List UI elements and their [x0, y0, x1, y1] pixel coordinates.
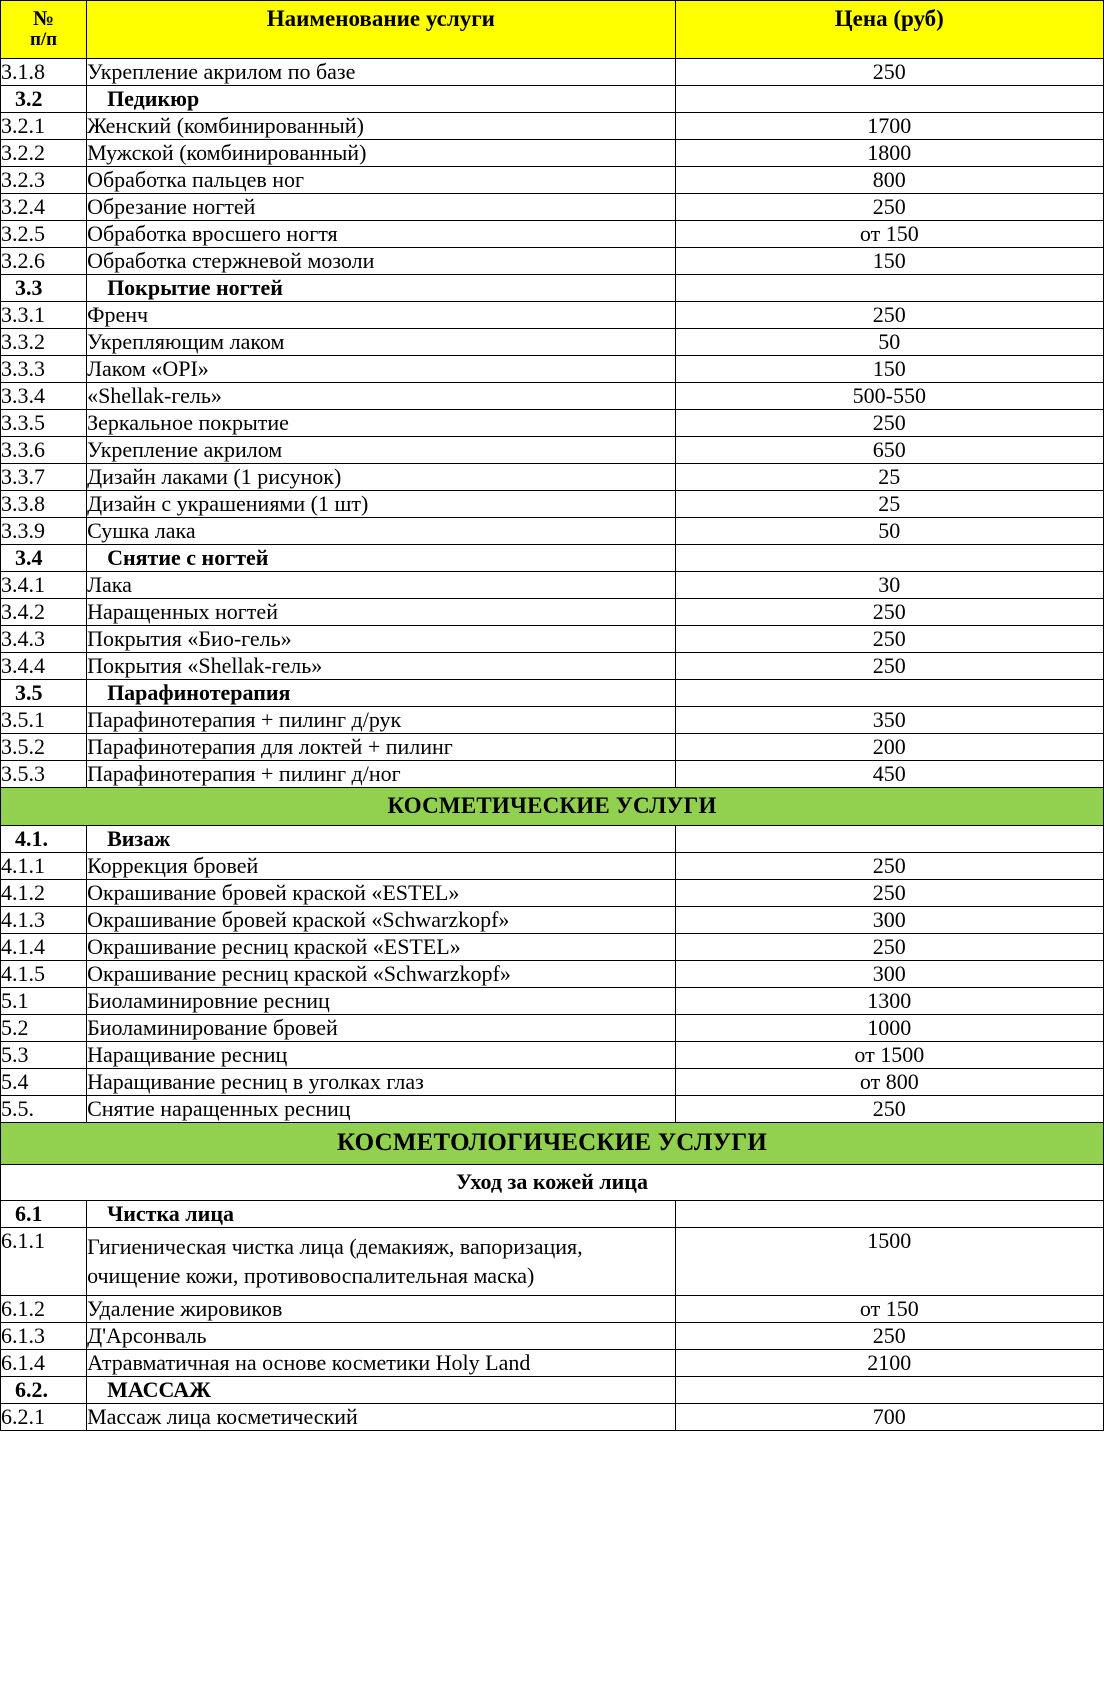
- table-row: [1, 598, 1104, 625]
- service-name: Укрепление акрилом по базе: [87, 58, 676, 85]
- row-number: 3.5.2: [1, 733, 87, 760]
- service-name: Массаж лица косметический: [87, 1404, 676, 1431]
- service-name: Окрашивание бровей краской «Schwarzkopf»: [87, 906, 676, 933]
- section-banner-row: [1, 787, 1104, 825]
- row-number: 4.1.3: [1, 906, 87, 933]
- service-name: Снятие с ногтей: [87, 544, 676, 571]
- section-banner-label: КОСМЕТИЧЕСКИЕ УСЛУГИ: [1, 787, 1104, 825]
- service-name: Наращивание ресниц в уголках глаз: [87, 1068, 676, 1095]
- row-number: 5.3: [1, 1041, 87, 1068]
- table-row: [1, 571, 1104, 598]
- row-number: 6.1: [1, 1200, 87, 1227]
- service-price: от 150: [675, 220, 1103, 247]
- row-number: 6.2.: [1, 1377, 87, 1404]
- service-price: 250: [675, 58, 1103, 85]
- table-row: [1, 852, 1104, 879]
- group-row: [1, 825, 1104, 852]
- service-price: от 800: [675, 1068, 1103, 1095]
- service-name: Удаление жировиков: [87, 1296, 676, 1323]
- service-price: 50: [675, 517, 1103, 544]
- service-name: Мужской (комбинированный): [87, 139, 676, 166]
- table-row: [1, 1095, 1104, 1122]
- service-name: Укрепление акрилом: [87, 436, 676, 463]
- service-name: Обработка вросшего ногтя: [87, 220, 676, 247]
- table-row: [1, 879, 1104, 906]
- service-price: 250: [675, 652, 1103, 679]
- row-number: 3.3.1: [1, 301, 87, 328]
- service-price: 250: [675, 598, 1103, 625]
- service-price: [675, 85, 1103, 112]
- service-name: Покрытия «Shellak-гель»: [87, 652, 676, 679]
- service-price: 800: [675, 166, 1103, 193]
- row-number: 3.4.3: [1, 625, 87, 652]
- row-number: 3.5.1: [1, 706, 87, 733]
- service-price: от 150: [675, 1296, 1103, 1323]
- service-price: 650: [675, 436, 1103, 463]
- group-row: [1, 1377, 1104, 1404]
- row-number: 3.2.1: [1, 112, 87, 139]
- row-number: 6.2.1: [1, 1404, 87, 1431]
- service-name: Дизайн лаками (1 рисунок): [87, 463, 676, 490]
- table-row: [1, 112, 1104, 139]
- row-number: 3.3.4: [1, 382, 87, 409]
- service-price: 25: [675, 463, 1103, 490]
- service-name: Покрытия «Био-гель»: [87, 625, 676, 652]
- service-price: [675, 1377, 1103, 1404]
- table-row: [1, 1227, 1104, 1295]
- table-row: [1, 1404, 1104, 1431]
- service-name: Биоламинировние ресниц: [87, 987, 676, 1014]
- service-name: МАССАЖ: [87, 1377, 676, 1404]
- subsection-caption-label: Уход за кожей лица: [1, 1164, 1104, 1200]
- header-service-cell: Наименование услуги: [87, 1, 676, 59]
- service-name: Коррекция бровей: [87, 852, 676, 879]
- group-row: [1, 679, 1104, 706]
- service-name: Парафинотерапия: [87, 679, 676, 706]
- row-number: 3.2.6: [1, 247, 87, 274]
- table-row: [1, 328, 1104, 355]
- table-row: [1, 933, 1104, 960]
- row-number: 4.1.: [1, 825, 87, 852]
- service-price: от 1500: [675, 1041, 1103, 1068]
- row-number: 5.4: [1, 1068, 87, 1095]
- table-row: [1, 1014, 1104, 1041]
- table-row: [1, 706, 1104, 733]
- row-number: 3.3.3: [1, 355, 87, 382]
- table-row: [1, 193, 1104, 220]
- service-price: 1300: [675, 987, 1103, 1014]
- table-row: [1, 1068, 1104, 1095]
- row-number: 3.2: [1, 85, 87, 112]
- table-row: [1, 987, 1104, 1014]
- row-number: 6.1.2: [1, 1296, 87, 1323]
- service-price: 1800: [675, 139, 1103, 166]
- row-number: 3.5.3: [1, 760, 87, 787]
- service-price: 150: [675, 355, 1103, 382]
- service-price: 350: [675, 706, 1103, 733]
- table-row: [1, 139, 1104, 166]
- service-price: 250: [675, 1095, 1103, 1122]
- row-number: 3.4.4: [1, 652, 87, 679]
- row-number: 4.1.5: [1, 960, 87, 987]
- service-price: 150: [675, 247, 1103, 274]
- row-number: 3.3.2: [1, 328, 87, 355]
- row-number: 5.5.: [1, 1095, 87, 1122]
- service-price: [675, 544, 1103, 571]
- table-row: [1, 301, 1104, 328]
- table-row: [1, 166, 1104, 193]
- service-name: Френч: [87, 301, 676, 328]
- row-number: 6.1.3: [1, 1323, 87, 1350]
- service-price: 30: [675, 571, 1103, 598]
- table-row: [1, 409, 1104, 436]
- service-name: Окрашивание бровей краской «ESTEL»: [87, 879, 676, 906]
- service-price: 200: [675, 733, 1103, 760]
- service-name: Лаком «OPI»: [87, 355, 676, 382]
- table-header-row: [1, 1, 1104, 59]
- subsection-caption-row: [1, 1164, 1104, 1200]
- service-name: Окрашивание ресниц краской «Schwarzkopf»: [87, 960, 676, 987]
- service-name: Обрезание ногтей: [87, 193, 676, 220]
- service-name: Биоламинирование бровей: [87, 1014, 676, 1041]
- service-price: 1000: [675, 1014, 1103, 1041]
- group-row: [1, 1200, 1104, 1227]
- service-name: Обработка стержневой мозоли: [87, 247, 676, 274]
- service-name: Атравматичная на основе косметики Holy Land: [87, 1350, 676, 1377]
- service-name: Укрепляющим лаком: [87, 328, 676, 355]
- row-number: 5.1: [1, 987, 87, 1014]
- service-name: Парафинотерапия + пилинг д/ног: [87, 760, 676, 787]
- table-row: [1, 960, 1104, 987]
- header-number-cell: [1, 1, 87, 59]
- group-row: [1, 274, 1104, 301]
- table-row: [1, 906, 1104, 933]
- service-price: [675, 1200, 1103, 1227]
- table-row: [1, 355, 1104, 382]
- service-name: «Shellak-гель»: [87, 382, 676, 409]
- row-number: 3.2.5: [1, 220, 87, 247]
- service-price: 250: [675, 879, 1103, 906]
- service-price: 1700: [675, 112, 1103, 139]
- service-price: 700: [675, 1404, 1103, 1431]
- row-number: 4.1.1: [1, 852, 87, 879]
- service-price: 250: [675, 852, 1103, 879]
- service-price: 250: [675, 409, 1103, 436]
- service-price: 250: [675, 193, 1103, 220]
- service-price: 50: [675, 328, 1103, 355]
- header-number-line2: п/п: [29, 29, 58, 51]
- table-row: [1, 1041, 1104, 1068]
- row-number: 3.3.8: [1, 490, 87, 517]
- table-row: [1, 436, 1104, 463]
- row-number: 5.2: [1, 1014, 87, 1041]
- row-number: 4.1.2: [1, 879, 87, 906]
- service-price: [675, 825, 1103, 852]
- service-name: Обработка пальцев ног: [87, 166, 676, 193]
- service-price: 250: [675, 625, 1103, 652]
- service-price: 25: [675, 490, 1103, 517]
- service-price: 2100: [675, 1350, 1103, 1377]
- row-number: 3.3: [1, 274, 87, 301]
- table-row: [1, 490, 1104, 517]
- table-row: [1, 1323, 1104, 1350]
- table-row: [1, 463, 1104, 490]
- row-number: 6.1.1: [1, 1227, 87, 1295]
- row-number: 3.3.6: [1, 436, 87, 463]
- header-price-cell: Цена (руб): [675, 1, 1103, 59]
- row-number: 3.4.2: [1, 598, 87, 625]
- table-row: [1, 652, 1104, 679]
- service-name: Визаж: [87, 825, 676, 852]
- row-number: 3.4.1: [1, 571, 87, 598]
- table-row: [1, 382, 1104, 409]
- table-row: [1, 1350, 1104, 1377]
- header-number-line1: №: [32, 6, 55, 30]
- table-row: [1, 760, 1104, 787]
- service-name: Парафинотерапия + пилинг д/рук: [87, 706, 676, 733]
- service-price: 250: [675, 301, 1103, 328]
- service-name: Д'Арсонваль: [87, 1323, 676, 1350]
- price-list-body: [1, 1, 1104, 1431]
- service-name: Покрытие ногтей: [87, 274, 676, 301]
- service-name: Зеркальное покрытие: [87, 409, 676, 436]
- service-name: Сушка лака: [87, 517, 676, 544]
- service-price: 250: [675, 933, 1103, 960]
- section-banner-row: [1, 1122, 1104, 1164]
- service-price: 450: [675, 760, 1103, 787]
- service-name: Гигиеническая чистка лица (демакияж, вапоризация, очищение кожи, противовоспалительная маска): [87, 1227, 676, 1295]
- row-number: 3.3.5: [1, 409, 87, 436]
- service-price: 500-550: [675, 382, 1103, 409]
- row-number: 3.3.9: [1, 517, 87, 544]
- table-row: [1, 625, 1104, 652]
- service-name: Окрашивание ресниц краской «ESTEL»: [87, 933, 676, 960]
- service-price: 300: [675, 906, 1103, 933]
- service-price: 250: [675, 1323, 1103, 1350]
- row-number: 6.1.4: [1, 1350, 87, 1377]
- service-name: Наращенных ногтей: [87, 598, 676, 625]
- service-name: Чистка лица: [87, 1200, 676, 1227]
- group-row: [1, 85, 1104, 112]
- service-name: Парафинотерапия для локтей + пилинг: [87, 733, 676, 760]
- service-price: [675, 274, 1103, 301]
- table-row: [1, 517, 1104, 544]
- row-number: 3.5: [1, 679, 87, 706]
- table-row: [1, 58, 1104, 85]
- row-number: 4.1.4: [1, 933, 87, 960]
- row-number: 3.2.4: [1, 193, 87, 220]
- service-name: Дизайн с украшениями (1 шт): [87, 490, 676, 517]
- service-name: Педикюр: [87, 85, 676, 112]
- service-price: [675, 679, 1103, 706]
- table-row: [1, 220, 1104, 247]
- service-name: Наращивание ресниц: [87, 1041, 676, 1068]
- service-price: 1500: [675, 1227, 1103, 1295]
- service-price: 300: [675, 960, 1103, 987]
- table-row: [1, 247, 1104, 274]
- group-row: [1, 544, 1104, 571]
- row-number: 3.1.8: [1, 58, 87, 85]
- table-row: [1, 733, 1104, 760]
- row-number: 3.3.7: [1, 463, 87, 490]
- row-number: 3.4: [1, 544, 87, 571]
- row-number: 3.2.2: [1, 139, 87, 166]
- service-name: Женский (комбинированный): [87, 112, 676, 139]
- section-banner-label: КОСМЕТОЛОГИЧЕСКИЕ УСЛУГИ: [1, 1122, 1104, 1164]
- row-number: 3.2.3: [1, 166, 87, 193]
- table-row: [1, 1296, 1104, 1323]
- service-name: Снятие наращенных ресниц: [87, 1095, 676, 1122]
- service-name: Лака: [87, 571, 676, 598]
